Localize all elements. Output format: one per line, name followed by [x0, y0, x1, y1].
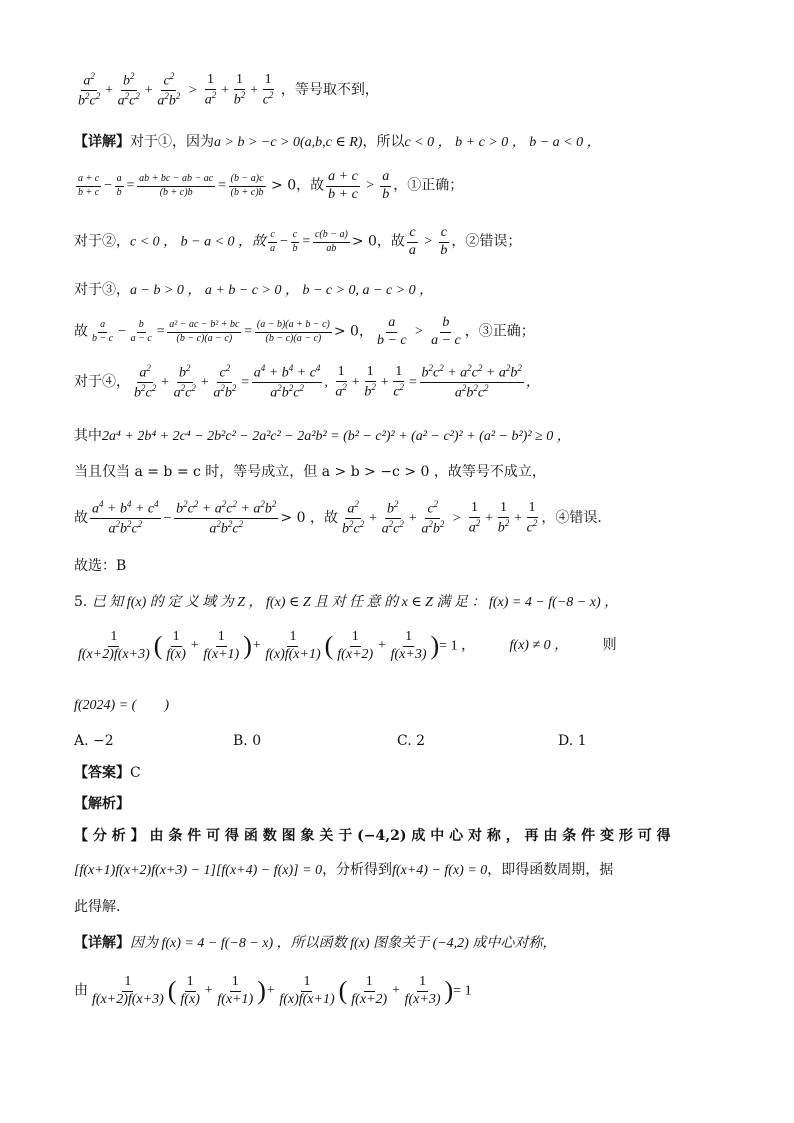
q5-line-1 — [74, 594, 734, 612]
analysis-tail2: 此得解. — [74, 899, 121, 915]
analysis-line-1 — [74, 828, 734, 845]
analysis-expr: [f(x+1)f(x+2)f(x+3) − 1][f(x+4) − f(x)] = 0 — [74, 863, 323, 878]
analysis-tail: ，即得函数周期，据 — [487, 862, 614, 878]
line-11 — [74, 558, 734, 575]
l3-tail: ，①正确； — [393, 177, 464, 194]
l8-head: 其中 — [74, 428, 102, 444]
expr-compare-2: $\frac{c}{a}$ > $\frac{c}{b}$ — [408, 225, 448, 258]
line-1 — [74, 72, 734, 110]
q5-eq-tail: = 1 ， — [439, 638, 476, 654]
detail2-line — [74, 935, 734, 953]
analysis-line-3 — [74, 899, 734, 916]
option-b: B. 0 — [233, 733, 262, 749]
l5-head: 对于③， — [74, 282, 130, 298]
q5-ask — [74, 697, 734, 715]
line-5 — [74, 282, 734, 300]
expr-compare-3: $\frac{a}{b - c}$ > $\frac{b}{a - c}$ — [376, 315, 461, 348]
l6-tail: ，③正确； — [464, 323, 535, 340]
detail-tag: 【详解】 — [74, 134, 130, 150]
last-tail: = 1 — [453, 983, 472, 999]
analysis-line-2 — [74, 862, 734, 880]
analysis-tag-line — [74, 796, 734, 813]
l6-mid: > 0， — [333, 323, 373, 340]
q5-then: 则 — [602, 637, 617, 654]
detail-cond: a > b > −c > 0(a,b,c ∈ R) — [214, 135, 363, 150]
expr-compare-4: $\frac{a^2}{b^2c^2}$ + $\frac{b^2}{a^2c^2}$ + $\frac{c^2}{a^2b^2}$ > $\frac{1}{a^2}$ + $\frac{1}{b^2}$ + $\frac{1}{c^2}$ — [341, 499, 538, 537]
option-c: C. 2 — [397, 733, 426, 749]
line-6 — [74, 316, 734, 348]
l10-head: 故 — [74, 510, 88, 527]
q5-eq-expr: $\frac{1}{f(x+2)f(x+3)}$ ( $\frac{1}{f(x)}$ + $\frac{1}{f(x+1)}$ )+ $\frac{1}{f(x)f(x+1)}$ ( $\frac{1}{f(x+2)}$ + $\frac{1}{f(x+3)}$ ) — [78, 629, 440, 662]
analysis-tag: 【解析】 — [74, 796, 130, 812]
l8-expr: 2a⁴ + 2b⁴ + 2c⁴ − 2b²c² − 2a²c² − 2a²b² = (b² − c²)² + (a² − c²)² + (a² − b²)² ≥ 0 ， — [102, 429, 571, 444]
line1-tail: ，等号取不到， — [280, 82, 379, 99]
l7-head: 对于④， — [74, 374, 130, 391]
detail2-tag: 【详解】 — [74, 935, 130, 951]
l6-head: 故 — [74, 323, 88, 340]
l9-text: 当且仅当 a = b = c 时，等号成立，但 a > b > −c > 0 ，故等号不成立， — [74, 464, 546, 480]
l10-tail: ，④错误. — [541, 510, 602, 527]
line-8 — [74, 428, 734, 446]
line-7 — [74, 364, 734, 402]
last-equation — [74, 975, 734, 1007]
option-d: D. 1 — [558, 733, 587, 749]
expr-compare-1: $\frac{a + c}{b + c}$ > $\frac{a}{b}$ — [328, 169, 390, 202]
q5-ask-text: f(2024) = ( ) — [74, 698, 169, 713]
line-2 — [74, 134, 734, 152]
option-a: A. −2 — [74, 733, 114, 749]
detail-so: ，所以 — [362, 134, 405, 150]
answer-value: C — [130, 765, 141, 781]
q5-text-1: 已 知 f(x) 的 定 义 域 为 Z ， f(x) ∈ Z 且 对 任 意 的 x ∈ Z 满 足 ： f(x) = 4 − f(−8 − x) ， — [91, 595, 619, 610]
answer-line — [74, 765, 734, 782]
choose-text: 故选：B — [74, 558, 127, 574]
last-head: 由 — [74, 982, 88, 999]
l4-mid: > 0，故 — [351, 233, 405, 250]
l5-ineqs: a − b > 0 ， a + b − c > 0 ， b − c > 0, a − c > 0 ， — [130, 283, 434, 298]
line-9 — [74, 464, 734, 481]
analysis-expr2: f(x+4) − f(x) = 0 — [392, 863, 488, 878]
detail-ineqs: c < 0 ， b + c > 0 ， b − a < 0 ， — [404, 135, 601, 150]
expr-combined: $\frac{a^2}{b^2c^2}$ + $\frac{b^2}{a^2c^2}$ + $\frac{c^2}{a^2b^2}$ = $\frac{a^4 + b^4 + c^4}{a^2b^2c^2}$ , $\frac{1}{a^2}$ + $\frac{1}{b^2}$ + $\frac{1}{c^2}$ = $\frac{b^2c^2 + a^2c^2 + a^2b^2}{a^2b^2c^2}$ ， — [134, 363, 540, 401]
analysis-mid: ，分析得到 — [322, 862, 393, 878]
answer-tag: 【答案】 — [74, 765, 130, 781]
line-3 — [74, 170, 734, 202]
detail-intro: 对于①，因为 — [130, 134, 214, 150]
last-eq-expr: $\frac{1}{f(x+2)f(x+3)}$ ( $\frac{1}{f(x)}$ + $\frac{1}{f(x+1)}$ )+ $\frac{1}{f(x)f(x+1)}$ ( $\frac{1}{f(x+2)}$ + $\frac{1}{f(x+3)}$ ) — [92, 974, 454, 1007]
l10-mid: > 0 ，故 — [280, 510, 338, 527]
l4-ineqs: c < 0 ， b − a < 0 ，故 — [130, 234, 267, 250]
l3-mid: > 0，故 — [271, 177, 325, 194]
q5-number: 5. — [74, 594, 88, 610]
expr-diff-2: $\frac{c}{a}$ − $\frac{c}{b}$ = $\frac{c(b - a)}{ab}$ — [270, 229, 348, 254]
expr-diff-1: $\frac{a + c}{b + c}$ − $\frac{a}{b}$ = $\frac{ab + bc - ab - ac}{(b + c)b}$ = $\frac{(b - a)c}{(b + c)b}$ — [78, 173, 264, 198]
analysis-text: 【 分 析 】 由 条 件 可 得 函 数 图 象 关 于 (−4,2) 成 中 心 对 称 ， 再 由 条 件 变 形 可 得 — [74, 828, 671, 844]
line-4 — [74, 226, 734, 258]
q5-neq: f(x) ≠ 0 ， — [509, 638, 569, 654]
expr-sum-fractions: $\frac{a^2}{b^2c^2}$ + $\frac{b^2}{a^2c^2}$ + $\frac{c^2}{a^2b^2}$ > $\frac{1}{a^2}$ + $\frac{1}{b^2}$ + $\frac{1}{c^2}$ — [78, 71, 274, 109]
detail2-text: 因为 f(x) = 4 − f(−8 − x) ，所以函数 f(x) 图象关于 (−4,2) 成中心对称， — [130, 936, 557, 951]
expr-diff-3: $\frac{a}{b - c}$ − $\frac{b}{a - c}$ = $\frac{\text{a² − ac − b² + bc}}{(b - c)(a - c)}$ = $\frac{(a - b)(a + b - c)}{(b - c)(a - c)}$ — [92, 319, 330, 344]
l4-head: 对于②， — [74, 233, 130, 250]
line-10 — [74, 500, 734, 538]
l4-tail: ，②错误； — [451, 233, 522, 250]
expr-diff-4: $\frac{a^4 + b^4 + c^4}{a^2b^2c^2}$ − $\frac{b^2c^2 + a^2c^2 + a^2b^2}{a^2b^2c^2}$ — [92, 499, 277, 537]
q5-equation — [74, 630, 734, 662]
